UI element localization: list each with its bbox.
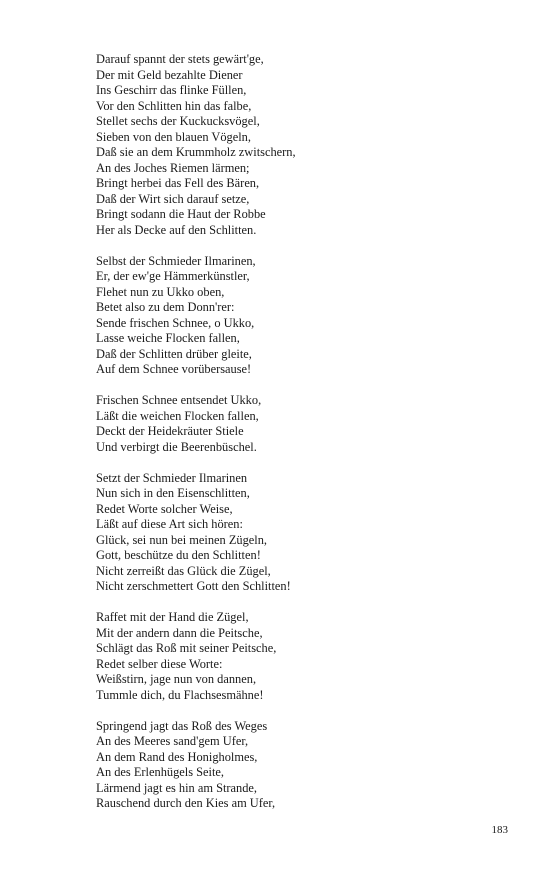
stanza-2 (96, 254, 516, 378)
verse-line: Gott, beschütze du den Schlitten! (96, 548, 261, 562)
verse-line: Nicht zerreißt das Glück die Zügel, (96, 563, 271, 578)
verse-line: Und verbirgt die Beerenbüschel. (96, 439, 257, 454)
stanza-6 (96, 719, 516, 812)
verse-line: Selbst der Schmieder Ilmarinen, (96, 253, 256, 268)
verse-line: An des Joches Riemen lärmen; (96, 160, 250, 175)
verse-line: Er, der ew'ge Hämmerkünstler, (96, 269, 250, 283)
verse-line: Frischen Schnee entsendet Ukko, (96, 393, 262, 407)
verse-line: Glück, sei nun bei meinen Zügeln, (96, 532, 268, 547)
verse-line: An dem Rand des Honigholmes, (96, 749, 258, 764)
verse-line: Schlägt das Roß mit seiner Peitsche, (96, 641, 277, 655)
verse-line: Daß der Schlitten drüber gleite, (96, 346, 252, 361)
verse-line: Nicht zerschmettert Gott den Schlitten! (96, 579, 291, 593)
verse-line: Redet Worte solcher Weise, (96, 501, 233, 516)
verse-line: Tummle dich, du Flachsesmähne! (96, 687, 264, 702)
poem-text (96, 52, 516, 827)
verse-line: Setzt der Schmieder Ilmarinen (96, 470, 248, 485)
verse-line: Sende frischen Schnee, o Ukko, (96, 315, 255, 330)
stanza-4 (96, 471, 516, 595)
verse-line: Flehet nun zu Ukko oben, (96, 284, 225, 299)
verse-line: Raffet mit der Hand die Zügel, (96, 610, 249, 624)
verse-line: Mit der andern dann die Peitsche, (96, 625, 263, 640)
stanza-3 (96, 393, 516, 455)
stanza-1 (96, 52, 516, 238)
verse-line: Ins Geschirr das flinke Füllen, (96, 83, 247, 97)
verse-line: An des Erlenhügels Seite, (96, 765, 225, 779)
verse-line: Sieben von den blauen Vögeln, (96, 129, 251, 144)
verse-line: Auf dem Schnee vorübersause! (96, 362, 252, 376)
verse-line: Läßt auf diese Art sich hören: (96, 517, 243, 531)
verse-line: Daß der Wirt sich darauf setze, (96, 191, 250, 206)
verse-line: Stellet sechs der Kuckucksvögel, (96, 114, 260, 128)
verse-line: Weißstirn, jage nun von dannen, (96, 672, 257, 686)
verse-line: Lärmend jagt es hin am Strande, (96, 780, 258, 795)
verse-line: An des Meeres sand'gem Ufer, (96, 734, 249, 748)
verse-line: Läßt die weichen Flocken fallen, (96, 408, 259, 423)
verse-line: Springend jagt das Roß des Weges (96, 718, 268, 733)
verse-line: Her als Decke auf den Schlitten. (96, 222, 257, 237)
verse-line: Deckt der Heidekräuter Stiele (96, 424, 244, 438)
verse-line: Rauschend durch den Kies am Ufer, (96, 796, 276, 810)
verse-line: Darauf spannt der stets gewärt'ge, (96, 52, 264, 66)
verse-line: Vor den Schlitten hin das falbe, (96, 98, 252, 113)
verse-line: Der mit Geld bezahlte Diener (96, 67, 243, 82)
verse-line: Bringt sodann die Haut der Robbe (96, 207, 266, 221)
page-number: 183 (491, 824, 508, 836)
stanza-5 (96, 610, 516, 703)
verse-line: Redet selber diese Worte: (96, 656, 223, 671)
verse-line: Nun sich in den Eisenschlitten, (96, 486, 250, 500)
verse-line: Lasse weiche Flocken fallen, (96, 331, 240, 345)
verse-line: Betet also zu dem Donn'rer: (96, 300, 235, 314)
verse-line: Daß sie an dem Krummholz zwitschern, (96, 145, 296, 159)
verse-line: Bringt herbei das Fell des Bären, (96, 176, 260, 190)
